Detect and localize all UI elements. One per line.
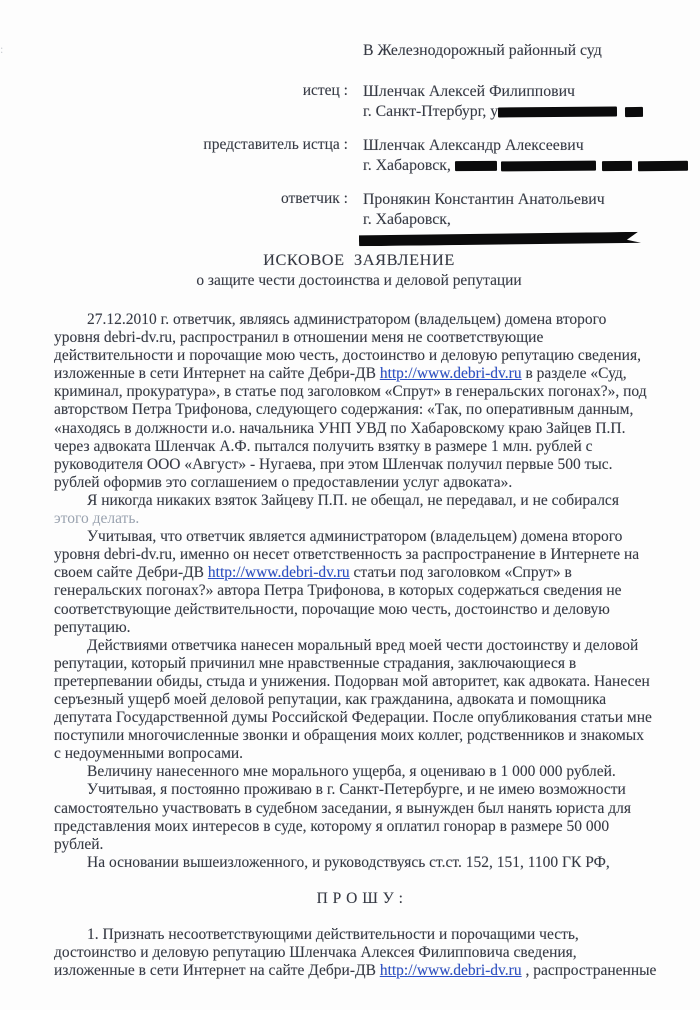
- text-line: [54, 637, 666, 655]
- document-body-text: [54, 311, 666, 980]
- text-line: [54, 347, 666, 365]
- debri-dv-url-link[interactable]: http://www.debri-dv.ru: [379, 962, 522, 980]
- text-run: Учитывая, я постоянно проживаю в г. Санкт-Петербурге, и не имею возможности: [87, 781, 626, 799]
- redaction-bar: [638, 161, 688, 171]
- text-run: своем сайте Дебри-ДВ: [54, 564, 208, 582]
- text-line: [54, 564, 666, 582]
- plaintiff-details: [363, 82, 643, 122]
- text-run: репутации, который причинил мне нравственные страдания, заключающиеся в: [54, 654, 577, 672]
- text-run: изложенные в сети Интернет на сайте Дебри-ДВ: [54, 365, 380, 383]
- text-line: [54, 709, 666, 727]
- debri-dv-url-link[interactable]: http://www.debri-dv.ru: [379, 365, 522, 383]
- document-title: ИСКОВОЕ ЗАЯВЛЕНИЕ: [263, 250, 455, 269]
- text-run: криминал, прокуратура», в статье под заголовком «Спрут» в генеральских погонах?», под: [54, 383, 647, 401]
- text-line: [54, 691, 666, 709]
- text-line: [54, 673, 666, 691]
- text-line: [54, 383, 666, 401]
- text-run: , распространенные: [521, 962, 657, 980]
- defendant-details: [363, 190, 641, 250]
- court-name: В Железнодорожный районный суд: [363, 42, 602, 59]
- text-run: П Р О Ш У :: [316, 890, 404, 907]
- text-line: [54, 582, 666, 600]
- text-line: [54, 962, 666, 980]
- party-detail-row: [363, 136, 688, 156]
- text-run: рублей.: [54, 835, 104, 853]
- text-run: авторством Петра Трифонова, следующего содержания: «Так, по оперативным данным,: [54, 401, 634, 419]
- text-run: самостоятельно участвовать в судебном заседании, я вынужден был нанять юриста для: [54, 799, 631, 817]
- redaction-bar: [625, 107, 643, 117]
- text-line: [54, 781, 666, 799]
- defendant-label: ответчик :: [280, 190, 348, 207]
- text-line: [54, 401, 666, 419]
- text-line: [54, 438, 666, 456]
- text-run: серъезный ущерб моей деловой репутации, как гражданина, адвоката и помощника: [54, 690, 607, 708]
- scan-artifact: :: [0, 42, 4, 56]
- redaction-bar: [455, 161, 497, 171]
- text-run: уровня debri-dv.ru, распространил в отношении меня не соответствующие: [54, 329, 544, 347]
- text-line: [54, 944, 666, 962]
- text-line: [54, 818, 666, 836]
- text-run: Я никогда никаких взяток Зайцеву П.П. не обещал, не передавал, и не собирался: [87, 491, 619, 509]
- text-line: [54, 800, 666, 818]
- redaction-bar: [501, 161, 596, 172]
- plaintiff-representative-details: [363, 136, 688, 176]
- text-run: Величину нанесенного мне морального ущерба, я оцениваю в 1 000 000 рублей.: [87, 763, 616, 781]
- text-run: Действиями ответчика нанесен моральный вред моей чести достоинству и деловой: [87, 636, 639, 654]
- text-line: [54, 745, 666, 763]
- party-detail-row: [363, 190, 641, 210]
- text-run: с недоуменными вопросами.: [54, 745, 244, 763]
- text-run: Шленчак Алексей Филиппович: [363, 83, 576, 100]
- text-run: руководителя ООО «Август» - Нугаева, при этом Шленчак получил первые 500 тыс.: [54, 455, 613, 473]
- redaction-bar: [602, 161, 632, 171]
- redaction-bar: [359, 232, 641, 246]
- plaintiff-label: истец :: [302, 82, 348, 99]
- party-detail-row: [363, 230, 641, 250]
- text-line: [54, 420, 666, 438]
- text-run: претерпевании обиды, стыда и унижения. Подорван мой авторитет, как адвоката. Нанесен: [54, 672, 650, 690]
- text-line: [54, 763, 666, 781]
- text-line: [54, 926, 666, 944]
- party-detail-row: [363, 102, 643, 122]
- party-detail-row: [363, 82, 643, 102]
- text-line: [54, 528, 666, 546]
- text-line: [54, 601, 666, 619]
- text-run: рублей оформив это соглашением о предоставлении услуг адвоката».: [54, 473, 513, 491]
- text-run: Учитывая, что ответчик является администратором (владельцем) домена второго: [87, 528, 623, 546]
- text-line: [54, 329, 666, 347]
- faded-text-run: этого делать.: [54, 510, 140, 528]
- debri-dv-url-link[interactable]: http://www.debri-dv.ru: [207, 564, 350, 582]
- text-run: депутата Государственной думы Российской Федерации. После опубликования статьи мне: [54, 709, 652, 727]
- text-run: На основании вышеизложенного, и руководствуясь ст.ст. 152, 151, 1100 ГК РФ,: [87, 853, 610, 871]
- blank-line: [54, 872, 666, 890]
- text-run: в разделе «Суд,: [521, 365, 627, 383]
- text-line: [54, 492, 666, 510]
- plaintiff-representative-label: представитель истца :: [203, 136, 348, 153]
- text-run: статьи под заголовком «Спрут» в: [349, 564, 572, 582]
- text-run: г. Хабаровск,: [363, 157, 455, 174]
- party-detail-row: [363, 210, 641, 230]
- text-line: [54, 727, 666, 745]
- text-line: [54, 365, 666, 383]
- text-run: 1. Признать несоответствующими действительности и порочащими честь,: [87, 926, 579, 944]
- text-line: [54, 854, 666, 872]
- text-run: через адвоката Шленчак А.Ф. пытался получить взятку в размере 1 млн. рублей с: [54, 437, 593, 455]
- text-line: [54, 311, 666, 329]
- document-subtitle: о защите чести достоинства и деловой репутации: [196, 272, 522, 289]
- text-run: «находясь в должности и.о. начальника УНП УВД по Хабаровскому краю Зайцев П.П.: [54, 419, 626, 437]
- text-run: поступили многочисленные звонки и обращения моих коллег, родственников и знакомых: [54, 727, 644, 745]
- text-run: Пронякин Константин Анатольевич: [363, 191, 605, 208]
- text-line: [54, 546, 666, 564]
- text-line: [54, 456, 666, 474]
- redaction-bar: [498, 106, 617, 117]
- text-run: уровня debri-dv.ru, именно он несет ответственность за распространение в Интернете на: [54, 546, 640, 564]
- text-run: соответствующие действительности, порочащие мою честь, достоинство и деловую: [54, 600, 610, 618]
- text-line: [54, 474, 666, 492]
- text-run: действительности и порочащие мою честь, достоинство и деловую репутацию сведения,: [54, 347, 641, 365]
- text-line: [54, 836, 666, 854]
- text-line: [54, 655, 666, 673]
- text-run: 27.12.2010 г. ответчик, являясь администратором (владельцем) домена второго: [87, 311, 607, 328]
- text-run: репутацию.: [54, 618, 131, 636]
- text-run: генеральских погонах?» автора Петра Трифонова, в которых содержаться сведения не: [54, 582, 622, 600]
- blank-line: [54, 908, 666, 926]
- text-line: [54, 619, 666, 637]
- text-run: изложенные в сети Интернет на сайте Дебри-ДВ: [54, 962, 380, 980]
- text-run: г. Санкт-Птербург, у: [363, 103, 499, 120]
- text-line: [54, 890, 666, 908]
- text-run: Шленчак Александр Алексеевич: [363, 137, 584, 154]
- text-line: [54, 510, 666, 528]
- text-run: представления моих интересов в суде, которому я оплатил гонорар в размере 50 000: [54, 817, 610, 835]
- text-run: достоинство и деловую репутацию Шленчака Алексея Филипповича сведения,: [54, 944, 577, 962]
- text-run: г. Хабаровск,: [363, 211, 451, 228]
- party-detail-row: [363, 156, 688, 176]
